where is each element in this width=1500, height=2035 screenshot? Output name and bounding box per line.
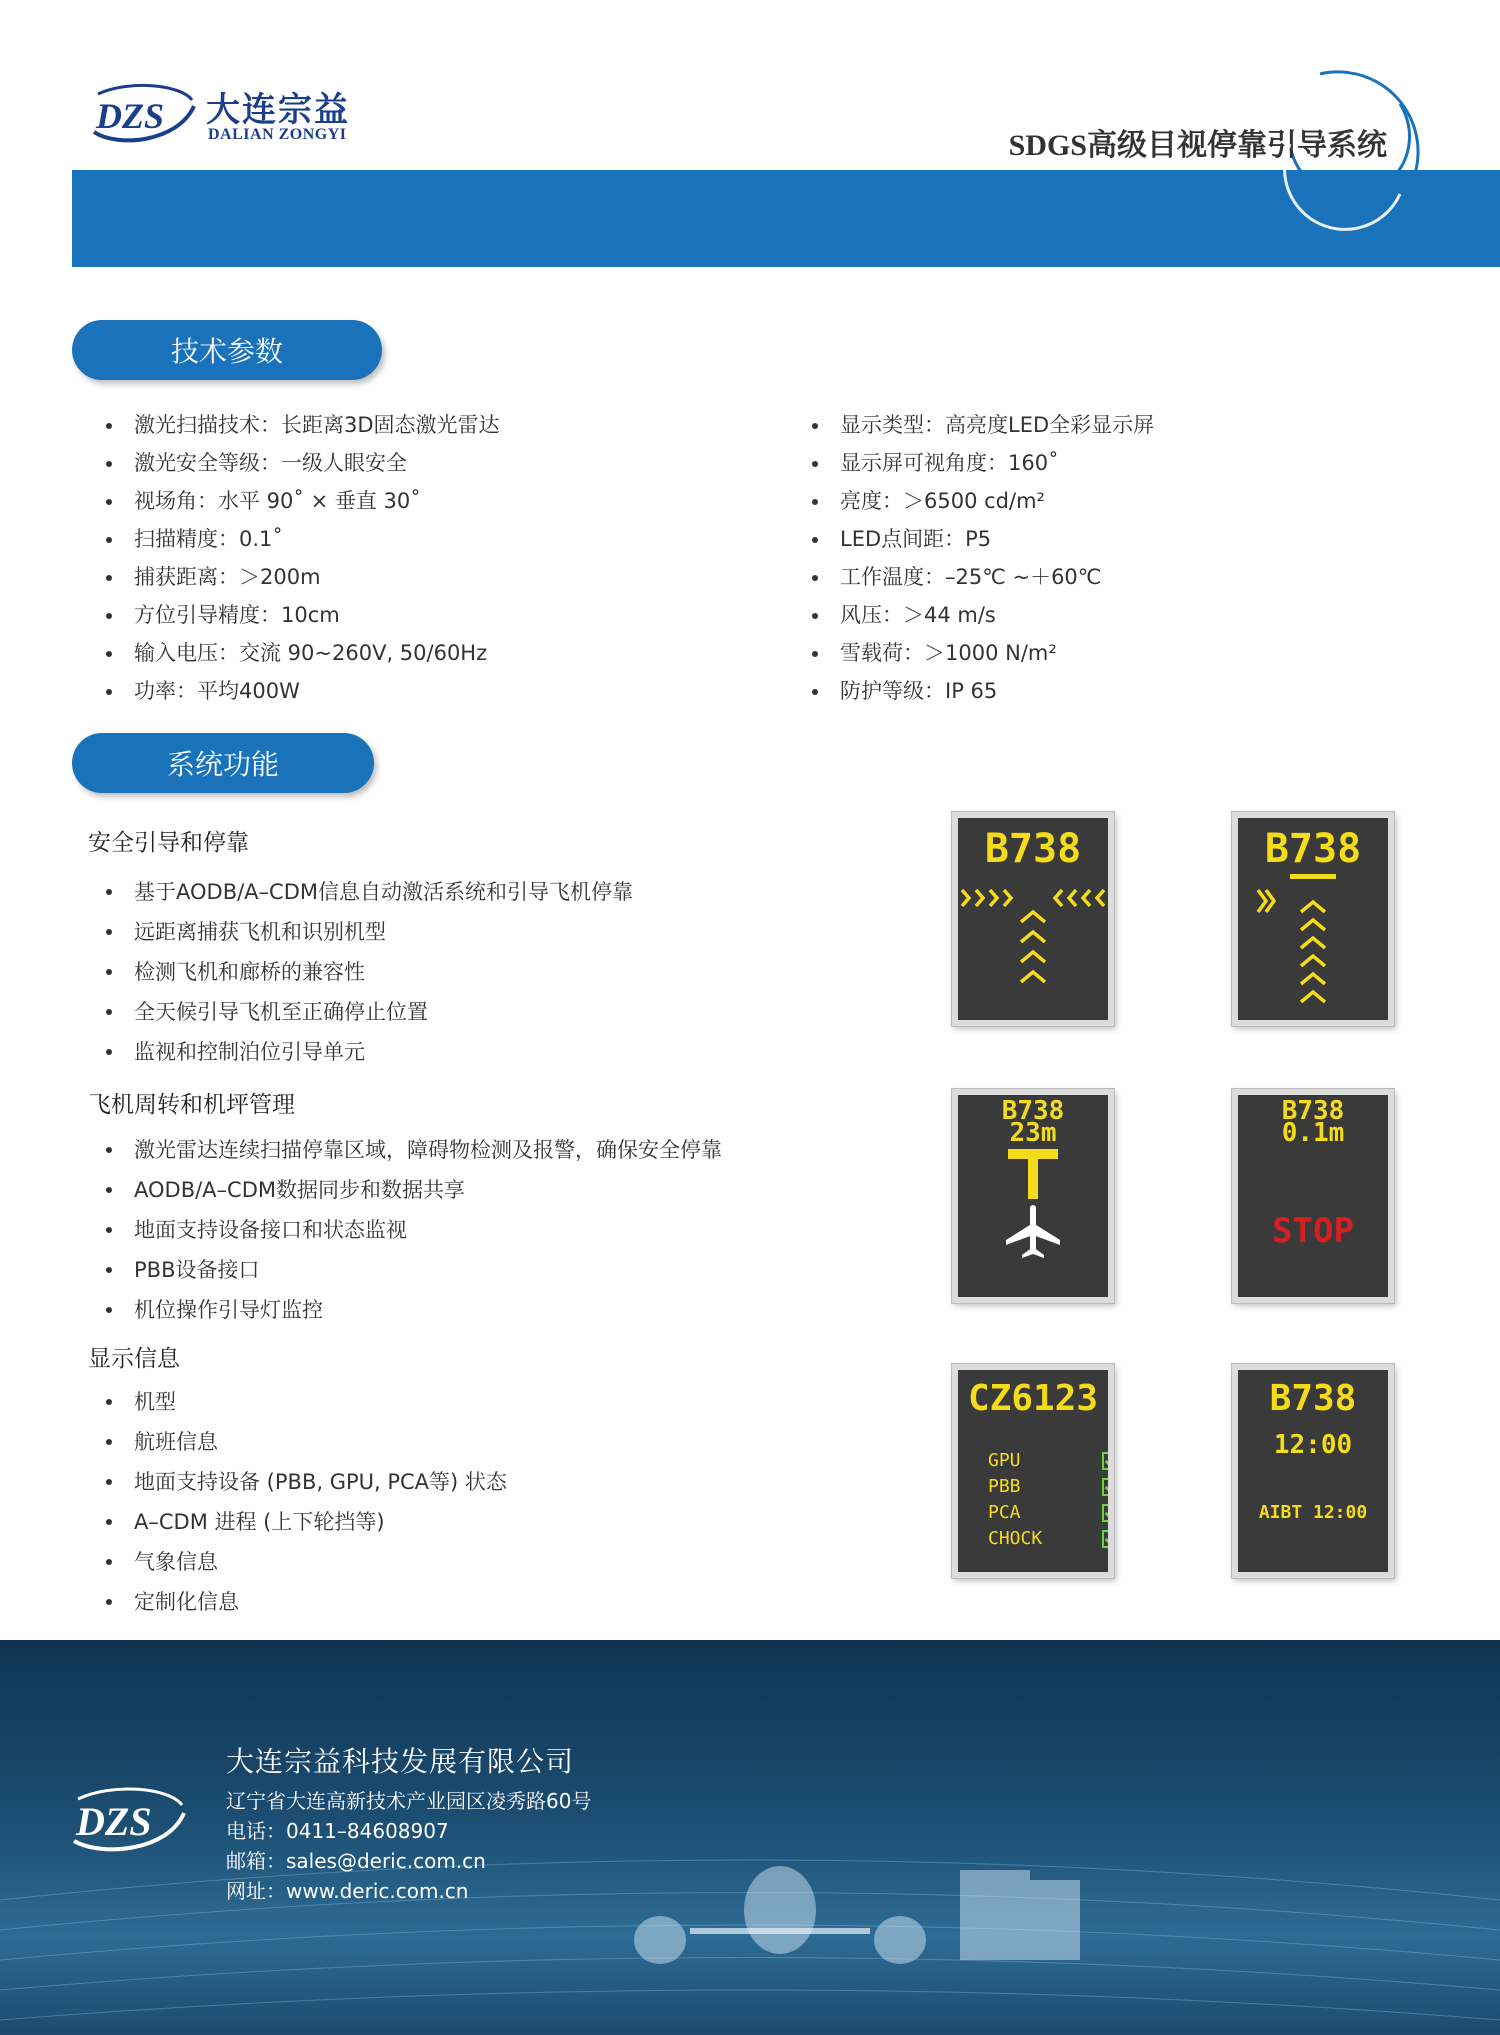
guidance-chevrons-icon — [958, 818, 1108, 1020]
checkbox-checked-icon — [1102, 1452, 1114, 1470]
checkbox-checked-icon — [1102, 1530, 1114, 1548]
footer-contact — [226, 1740, 591, 1906]
params-list-left — [88, 406, 500, 710]
function-list — [88, 1130, 722, 1330]
function-heading: 飞机周转和机坪管理 — [88, 1092, 295, 1118]
distance-readout: 23m — [1009, 1118, 1057, 1148]
list-item: 方位引导精度：10cm — [88, 596, 500, 634]
document-title: SDGS高级目视停靠引导系统 — [1008, 129, 1387, 162]
led-display-distance — [952, 1089, 1114, 1303]
function-list — [88, 872, 633, 1072]
list-item: 风压：＞44 m/s — [794, 596, 1154, 634]
company-phone: 电话：0411–84608907 — [226, 1819, 449, 1843]
check-item: PBB — [988, 1476, 1021, 1497]
list-item: A–CDM 进程 (上下轮挡等) — [88, 1502, 507, 1542]
led-display-flight-info — [952, 1364, 1114, 1578]
list-item: 视场角：水平 90˚ × 垂直 30˚ — [88, 482, 500, 520]
flight-number: CZ6123 — [967, 1378, 1099, 1419]
list-item: 监视和控制泊位引导单元 — [88, 1032, 633, 1072]
logo-chinese-name: 大连宗益 — [206, 90, 350, 130]
dzs-logo-icon — [68, 1785, 188, 1855]
company-name: 大连宗益科技发展有限公司 — [226, 1745, 575, 1778]
company-logo — [88, 82, 388, 152]
list-item: 显示类型：高亮度LED全彩显示屏 — [794, 406, 1154, 444]
svg-text:DZS: DZS — [76, 1799, 152, 1844]
list-item: 亮度：＞6500 cd/m² — [794, 482, 1154, 520]
list-item: 定制化信息 — [88, 1582, 507, 1622]
list-item: 检测飞机和廊桥的兼容性 — [88, 952, 633, 992]
guidance-chevrons-icon — [1238, 818, 1388, 1020]
section-tech-params: 技术参数 — [72, 320, 382, 380]
list-item: 功率：平均400W — [88, 672, 500, 710]
list-item: 远距离捕获飞机和识别机型 — [88, 912, 633, 952]
list-item: 激光扫描技术：长距离3D固态激光雷达 — [88, 406, 500, 444]
led-display-approach — [952, 812, 1114, 1026]
list-item: PBB设备接口 — [88, 1250, 722, 1290]
list-item: 机位操作引导灯监控 — [88, 1290, 722, 1330]
list-item: LED点间距：P5 — [794, 520, 1154, 558]
aircraft-type: B738 — [1281, 1096, 1345, 1126]
lidar-scan-background — [0, 1640, 1500, 2035]
function-heading: 安全引导和停靠 — [88, 830, 249, 856]
list-item: 工作温度：–25℃ ~＋60℃ — [794, 558, 1154, 596]
svg-text:DZS: DZS — [96, 96, 165, 136]
function-heading: 显示信息 — [88, 1346, 180, 1372]
aircraft-type: B738 — [1264, 826, 1362, 872]
list-item: 捕获距离：＞200m — [88, 558, 500, 596]
aircraft-type: B738 — [1001, 1096, 1065, 1126]
list-item: 地面支持设备接口和状态监视 — [88, 1210, 722, 1250]
checkbox-checked-icon — [1102, 1504, 1114, 1522]
list-item: 显示屏可视角度：160˚ — [794, 444, 1154, 482]
led-display-time — [1232, 1364, 1394, 1578]
company-address: 辽宁省大连高新技术产业园区凌秀路60号 — [226, 1789, 592, 1813]
section-system-functions: 系统功能 — [72, 733, 374, 793]
check-item: PCA — [988, 1502, 1021, 1523]
check-item: GPU — [988, 1450, 1021, 1471]
list-item: 机型 — [88, 1382, 507, 1422]
stop-indicator: STOP — [1272, 1211, 1354, 1251]
list-item: 防护等级：IP 65 — [794, 672, 1154, 710]
dzs-logo-icon — [88, 82, 198, 146]
aibt-readout: AIBT 12:00 — [1258, 1502, 1368, 1523]
list-item: 激光雷达连续扫描停靠区域，障碍物检测及报警，确保安全停靠 — [88, 1130, 722, 1170]
list-item: 输入电压：交流 90~260V, 50/60Hz — [88, 634, 500, 672]
list-item: 航班信息 — [88, 1422, 507, 1462]
aircraft-type: B738 — [984, 826, 1082, 872]
aircraft-type: B738 — [1269, 1378, 1357, 1419]
decorative-rings-overlay — [1250, 44, 1450, 244]
led-display-correction — [1232, 812, 1394, 1026]
checkbox-checked-icon — [1102, 1478, 1114, 1496]
params-list-right — [794, 406, 1154, 710]
list-item: AODB/A–CDM数据同步和数据共享 — [88, 1170, 722, 1210]
time-readout: 12:00 — [1273, 1430, 1353, 1460]
list-item: 扫描精度：0.1˚ — [88, 520, 500, 558]
footer — [0, 1640, 1500, 2035]
logo-english-name: DALIAN ZONGYI — [208, 126, 347, 143]
list-item: 地面支持设备 (PBB, GPU, PCA等) 状态 — [88, 1462, 507, 1502]
list-item: 基于AODB/A–CDM信息自动激活系统和引导飞机停靠 — [88, 872, 633, 912]
list-item: 雪载荷：＞1000 N/m² — [794, 634, 1154, 672]
check-item: CHOCK — [988, 1528, 1042, 1549]
aircraft-icon — [958, 1095, 1108, 1297]
company-email[interactable]: 邮箱：sales@deric.com.cn — [226, 1849, 486, 1873]
function-list — [88, 1382, 507, 1622]
company-website[interactable]: 网址：www.deric.com.cn — [226, 1879, 469, 1903]
list-item: 全天候引导飞机至正确停止位置 — [88, 992, 633, 1032]
led-display-stop — [1232, 1089, 1394, 1303]
list-item: 激光安全等级：一级人眼安全 — [88, 444, 500, 482]
list-item: 气象信息 — [88, 1542, 507, 1582]
distance-readout: 0.1m — [1281, 1118, 1345, 1148]
